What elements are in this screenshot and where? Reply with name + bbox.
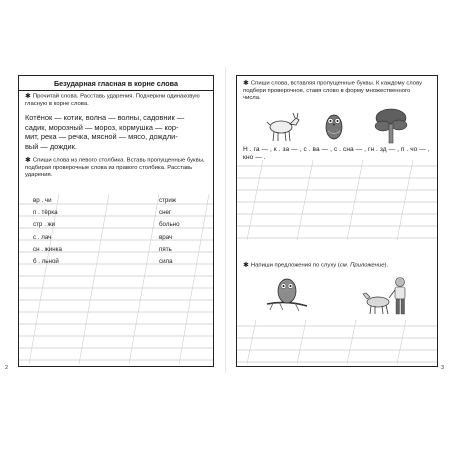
word-list: [25, 113, 211, 151]
check-word: стриж: [159, 197, 176, 204]
check-word: пять: [159, 245, 172, 253]
left-page-frame: [18, 75, 214, 367]
right-page-frame: [236, 75, 438, 367]
task-text: Спиши слова, вставляя пропущенные буквы. К каждому слову подбери проверочное, ставя слово в форму множественного числа.: [243, 80, 423, 102]
task-text: Спиши слова из левого столбика. Вставь пропущенные буквы, подбирая проверочные слова из правого столбика. Расставь ударения.: [25, 157, 205, 179]
page-number: 3: [440, 365, 444, 371]
task-instruction-2: [243, 262, 431, 270]
check-word: снег: [159, 209, 172, 217]
missing-letter-word: п . тёрка: [33, 209, 58, 217]
word-line: мит, река — речка, мясной — мясо, дождли-: [25, 132, 178, 142]
right-page: [226, 67, 450, 373]
missing-letter-word: с . лач: [33, 233, 52, 241]
task-text-end: ).: [384, 262, 389, 269]
task-text: Прочитай слова. Расставь ударения. Подчеркни одинаковую гласную в корне слова.: [25, 93, 200, 107]
left-page: [0, 67, 226, 373]
check-word: врач: [159, 233, 173, 241]
owl-picture: [323, 110, 345, 147]
missing-letter-word: б . льной: [33, 258, 59, 266]
goat-picture: [265, 112, 301, 147]
missing-letter-word: сн . жинка: [33, 245, 62, 253]
word-line: садик, морозный — мороз, кормушка — кор-: [25, 122, 179, 132]
page-number: 2: [5, 365, 9, 371]
fill-in-line: Н . га — , к . за — , с . ва — , с . сна — , гн . зд — , п . чо — , кно — .: [243, 146, 430, 161]
star-bullet-icon: ✱: [25, 157, 31, 164]
task-instruction-1: [25, 93, 209, 108]
page-title: Безударная гласная в корне слова: [19, 78, 213, 91]
pine-tree-picture: [373, 106, 409, 149]
word-line: Котёнок — котик, волна — волны, садовник —: [25, 113, 185, 122]
task-text: Напиши предложения по слуху (: [250, 262, 340, 269]
appendix-reference: см. Приложение: [339, 262, 385, 269]
writing-lines-bottom: [237, 320, 437, 364]
check-word: сила: [159, 258, 173, 266]
owl-on-branch-picture: [265, 276, 309, 319]
task-instruction-1: [243, 80, 429, 103]
boy-with-dog-picture: [361, 274, 411, 321]
star-bullet-icon: ✱: [243, 80, 249, 87]
word-line: вый — дождик.: [25, 141, 77, 151]
writing-lines-top: [237, 160, 437, 240]
missing-letter-word: вр . чи: [33, 197, 52, 204]
star-bullet-icon: ✱: [25, 93, 31, 100]
check-word: больно: [159, 221, 180, 229]
right-column: [159, 195, 209, 268]
left-column: [33, 195, 103, 268]
star-bullet-icon: ✱: [243, 262, 249, 269]
task-instruction-2: [25, 157, 209, 180]
missing-letter-word: стр . жи: [33, 221, 56, 229]
